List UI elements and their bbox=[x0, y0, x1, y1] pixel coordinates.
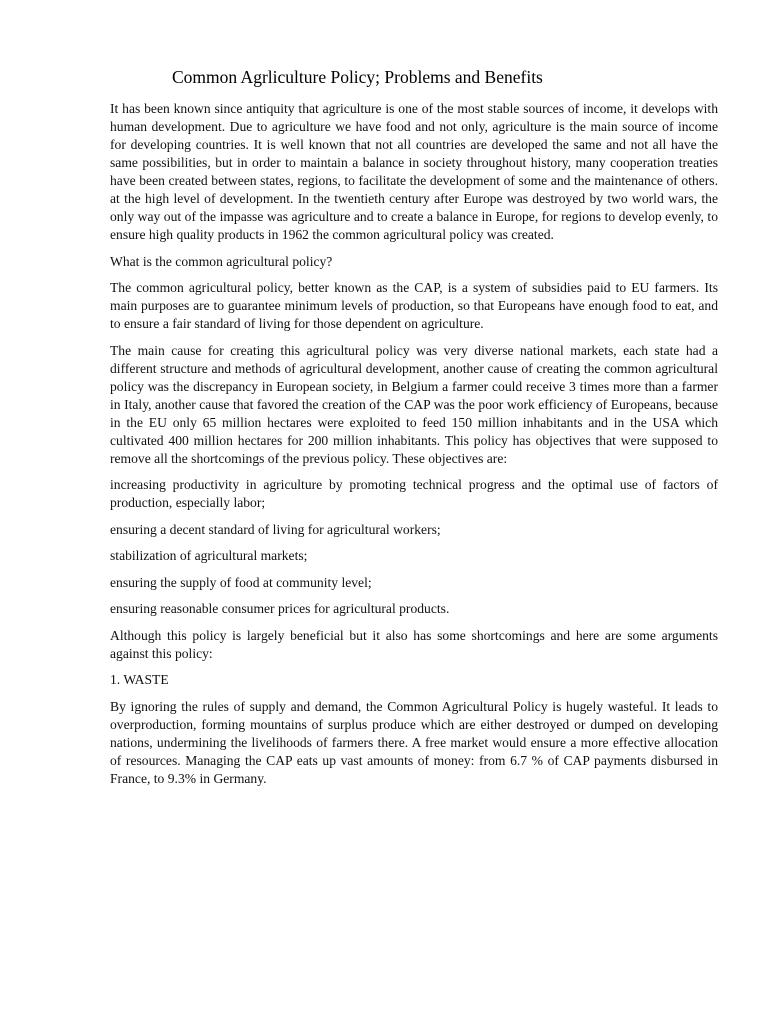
paragraph-intro: It has been known since antiquity that agriculture is one of the most stable sources of income, it develops with human development. Due to agriculture we have food and not only, agriculture is the main source of income for developing countries. It is well known that not all countries are developed the same and not all have the same possibilities, but in order to maintain a balance in society throughout history, many cooperation treaties have been created between states, regions, to facilitate the development of some and the maintenance of others. at the high level of development. In the twentieth century after Europe was destroyed by two world wars, the only way out of the impasse was agriculture and to create a balance in Europe, for regions to develop evenly, to ensure high quality products in 1962 the common agricultural policy was created. bbox=[110, 101, 718, 242]
objective-item: stabilization of agricultural markets; bbox=[110, 548, 308, 563]
paragraph-cap-definition: The common agricultural policy, better known as the CAP, is a system of subsidies paid to EU farmers. Its main purposes are to guarantee minimum levels of production, so that Europeans have enough food to eat, and to ensure a fair standard of living for those dependent on agriculture. bbox=[110, 280, 718, 331]
section-heading-waste: 1. WASTE bbox=[110, 672, 169, 687]
paragraph-cap-causes: The main cause for creating this agricultural policy was very diverse national markets, each state had a different structure and methods of agricultural development, another cause of creating the common agricultural policy was the discrepancy in European society, in Belgium a farmer could receive 3 times more than a farmer in Italy, another cause that favored the creation of the CAP was the poor work efficiency of Europeans, because in the EU only 65 million hectares were exploited to feed 150 million inhabitants and in the USA which cultivated 400 million hectares for 200 million inhabitants. This policy has objectives that were supposed to remove all the shortcomings of the previous policy. These objectives are: bbox=[110, 342, 718, 466]
objective-item: ensuring reasonable consumer prices for agricultural products. bbox=[110, 601, 450, 616]
paragraph-shortcomings-intro: Although this policy is largely beneficial but it also has some shortcomings and here are some arguments against this policy: bbox=[110, 627, 718, 661]
document-title: Common Agrliculture Policy; Problems and Benefits bbox=[172, 67, 543, 87]
paragraph-question: What is the common agricultural policy? bbox=[110, 253, 333, 269]
document-body bbox=[110, 100, 718, 788]
paragraph-waste: By ignoring the rules of supply and demand, the Common Agricultural Policy is hugely wasteful. It leads to overproduction, forming mountains of surplus produce which are either destroyed or dumped on developing nations, undermining the livelihoods of farmers there. A free market would ensure a more effective allocation of resources. Managing the CAP eats up vast amounts of money: from 6.7 % of CAP payments disbursed in France, to 9.3% in Germany. bbox=[110, 698, 718, 786]
objective-item: ensuring a decent standard of living for agricultural workers; bbox=[110, 521, 441, 537]
objective-item: ensuring the supply of food at community level; bbox=[110, 574, 372, 590]
objective-item: increasing productivity in agriculture by promoting technical progress and the optimal use of factors of production, especially labor; bbox=[110, 477, 718, 510]
